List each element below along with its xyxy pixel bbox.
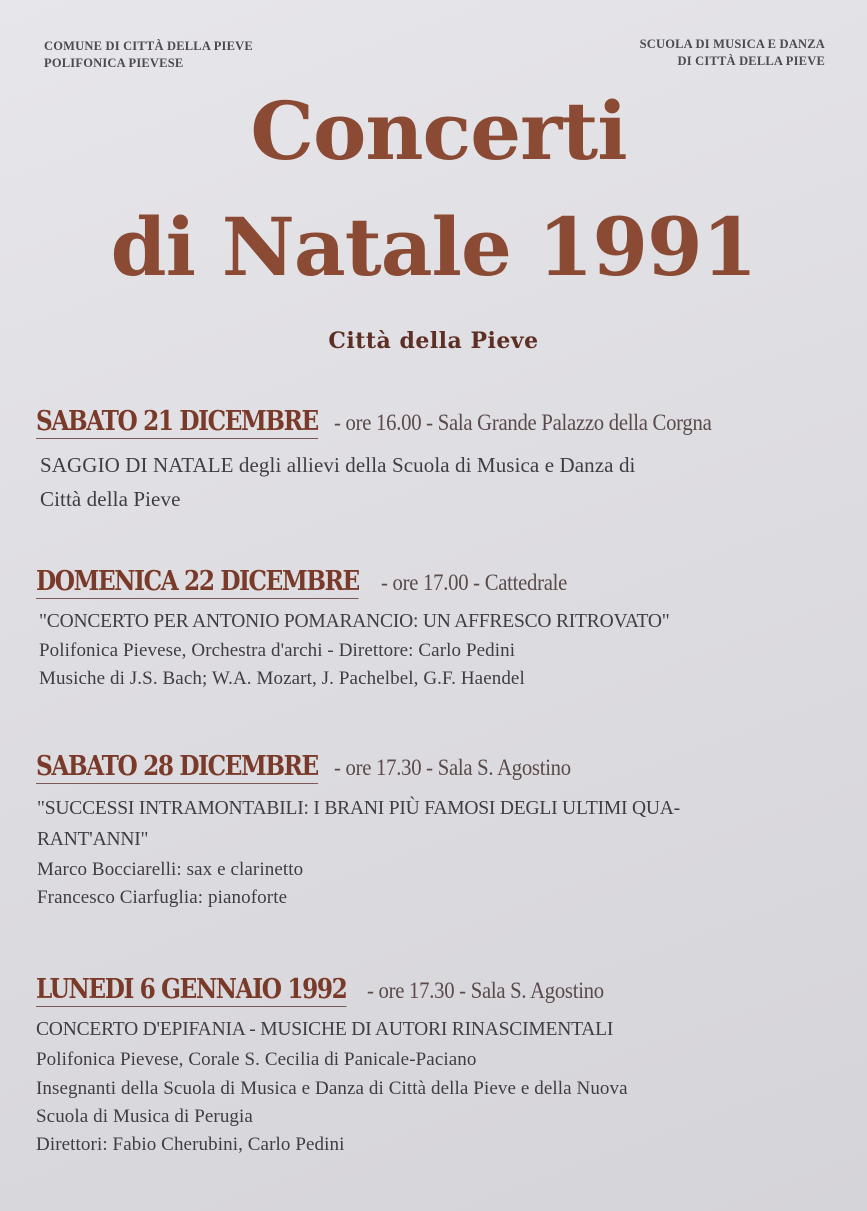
event-header xyxy=(36,566,836,599)
event-description-line: Scuola di Musica di Perugia xyxy=(36,1106,253,1127)
poster-subtitle: Città della Pieve xyxy=(328,328,539,354)
event-description-line: Polifonica Pievese, Corale S. Cecilia di Panicale-Paciano xyxy=(36,1049,477,1070)
event-description-line: Direttori: Fabio Cherubini, Carlo Pedini xyxy=(36,1134,345,1155)
event-description-line: Marco Bocciarelli: sax e clarinetto xyxy=(37,859,304,880)
organizer-left-line-2: POLIFONICA PIEVESE xyxy=(44,56,184,70)
event-time-venue: - ore 16.00 - Sala Grande Palazzo della Corgna xyxy=(333,410,712,435)
event-description-line: Città della Pieve xyxy=(40,487,181,511)
event-date: DOMENICA 22 DICEMBRE xyxy=(36,566,359,597)
organizer-right-line-1: SCUOLA DI MUSICA E DANZA xyxy=(639,37,825,51)
event-description-line: Musiche di J.S. Bach; W.A. Mozart, J. Pachelbel, G.F. Haendel xyxy=(39,668,525,689)
event-time-venue: - ore 17.30 - Sala S. Agostino xyxy=(367,978,604,1003)
event-2 xyxy=(36,566,836,690)
organizer-right xyxy=(640,36,825,70)
event-date: SABATO 28 DICEMBRE xyxy=(36,751,318,782)
event-date: LUNEDI 6 GENNAIO 1992 xyxy=(36,974,347,1005)
event-date: SABATO 21 DICEMBRE xyxy=(36,406,318,437)
event-description-line: "CONCERTO PER ANTONIO POMARANCIO: UN AFFRESCO RITROVATO" xyxy=(39,611,670,632)
organizer-right-line-2: DI CITTÀ DELLA PIEVE xyxy=(677,54,825,68)
event-description-line: Francesco Ciarfuglia: pianoforte xyxy=(37,887,288,908)
event-4 xyxy=(36,974,836,1156)
event-description-line: "SUCCESSI INTRAMONTABILI: I BRANI PIÙ FAMOSI DEGLI ULTIMI QUA- xyxy=(37,798,680,819)
poster-title-line-2: di Natale 1991 xyxy=(110,200,757,294)
event-header xyxy=(36,751,836,784)
event-time-venue: - ore 17.00 - Cattedrale xyxy=(381,570,568,595)
event-3 xyxy=(36,751,836,909)
event-1 xyxy=(36,406,836,512)
event-time-venue: - ore 17.30 - Sala S. Agostino xyxy=(333,755,571,780)
event-description-line: Insegnanti della Scuola di Musica e Danza di Città della Pieve e della Nuova xyxy=(36,1078,628,1099)
event-description-line: Polifonica Pievese, Orchestra d'archi - Direttore: Carlo Pedini xyxy=(39,640,516,661)
organizer-left-line-1: COMUNE DI CITTÀ DELLA PIEVE xyxy=(44,39,253,53)
organizer-left xyxy=(44,38,253,72)
event-description-line: RANT'ANNI" xyxy=(37,829,149,850)
event-header xyxy=(36,406,836,439)
event-description-line: CONCERTO D'EPIFANIA - MUSICHE DI AUTORI RINASCIMENTALI xyxy=(36,1019,614,1040)
poster-title-line-1: Concerti xyxy=(250,84,627,178)
event-description-line: SAGGIO DI NATALE degli allievi della Scuola di Musica e Danza di xyxy=(40,453,636,477)
event-header xyxy=(36,974,836,1007)
